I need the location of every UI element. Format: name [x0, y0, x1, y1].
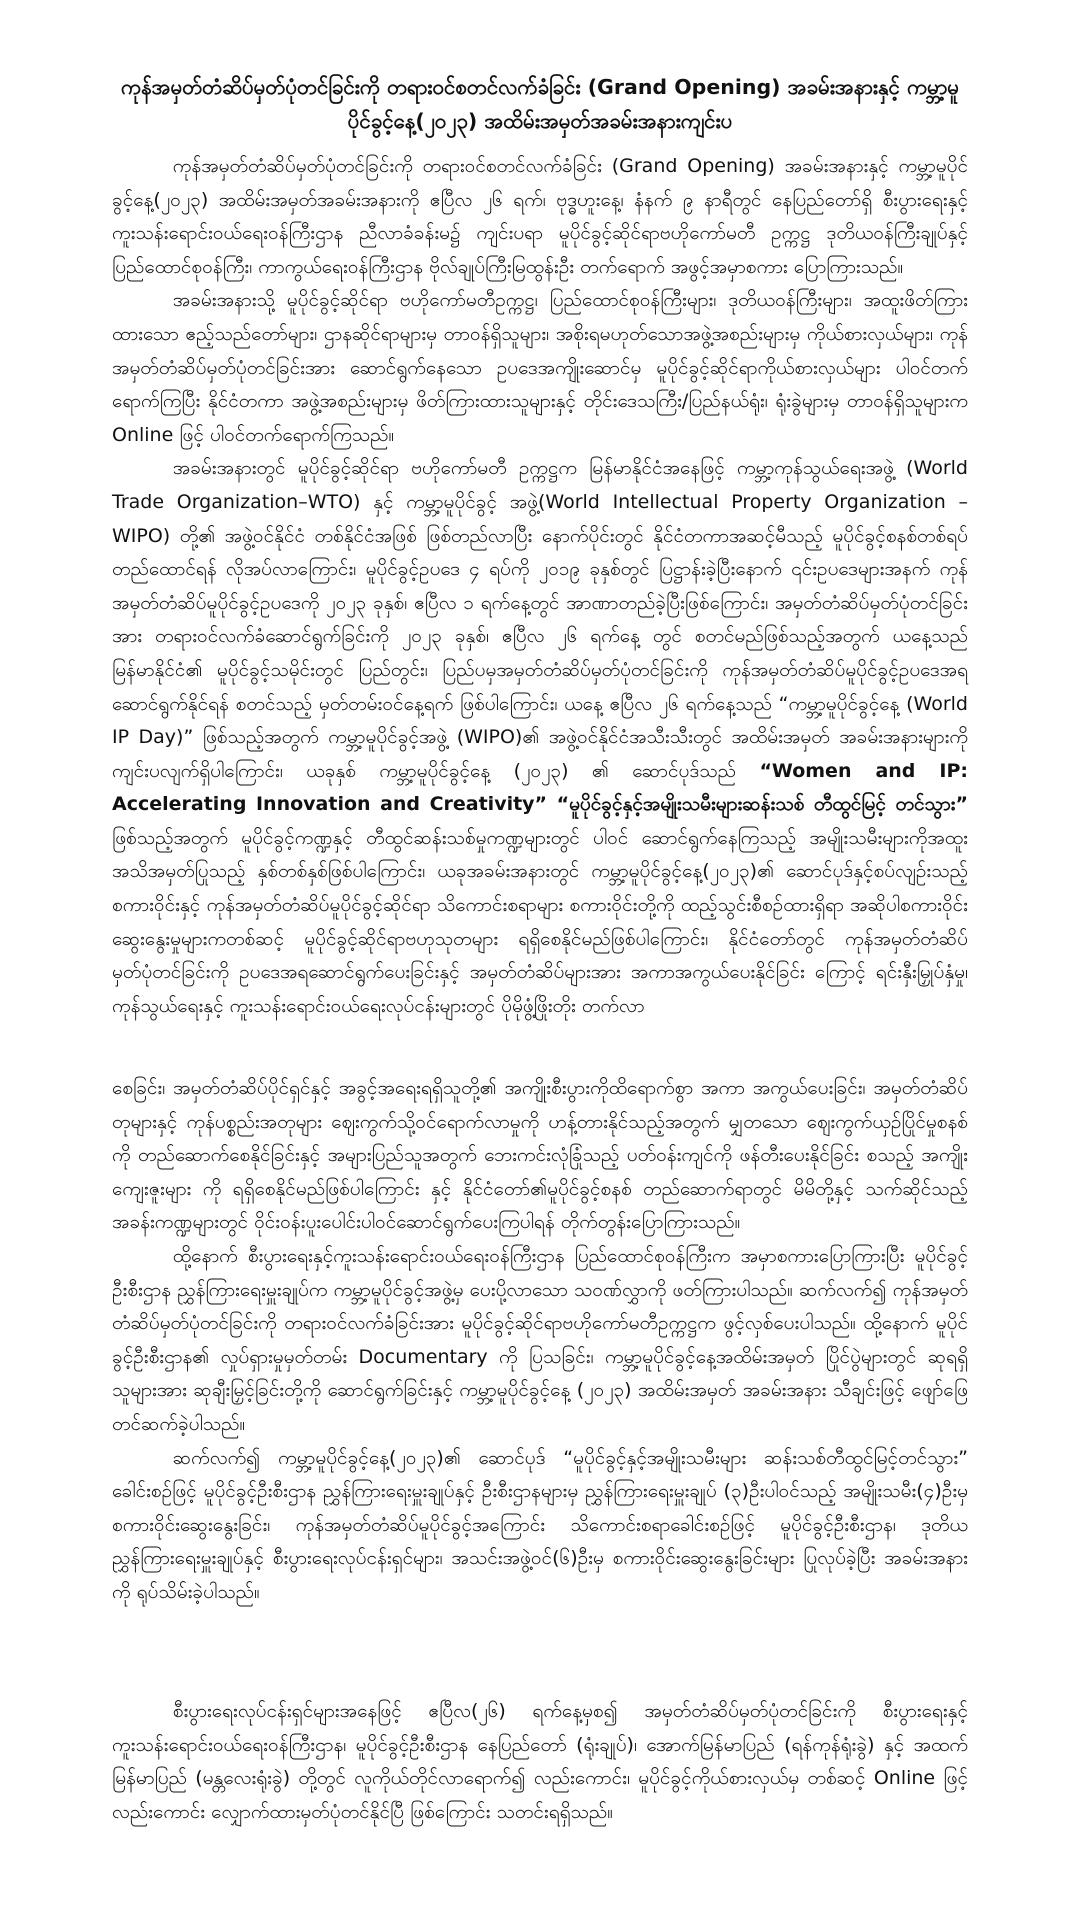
speech-part-2: ဖြစ်သည့်အတွက် မူပိုင်ခွင့်ကဏ္ဍနှင့် တီထွင်ဆန်းသစ်မှုကဏ္ဍများတွင် ပါဝင် ဆောင်ရွက်နေကြသည့် အမျိုးသမီးများကိုအထူးအသိအမှတ်ပြုသည့် နှစ်တစ်နှစ်ဖြစ်ပါကြောင်း၊ ယခုအခမ်းအနားတွင် ကမ္ဘာ့မူပိုင်ခွင့်နေ့(၂၀၂၃)၏ ဆောင်ပုဒ်နှင့်စပ်လျဉ်းသည့် စကားဝိုင်းနှင့် ကုန်အမှတ်တံဆိပ်မူပိုင်ခွင့်ဆိုင်ရာ သိကောင်းစရာများ စကားဝိုင်းတို့ကို ထည့်သွင်းစီစဉ်ထားရှိရာ အဆိုပါစကားဝိုင်း ဆွေးနွေးမှုများကတစ်ဆင့် မူပိုင်ခွင့်ဆိုင်ရာဗဟုသုတများ ရရှိစေနိုင်မည်ဖြစ်ပါကြောင်း၊ နိုင်ငံတော်တွင် ကုန်အမှတ်တံဆိပ်မှတ်ပုံတင်ခြင်းကို ဥပဒေအရဆောင်ရွက်ပေးခြင်းနှင့် အမှတ်တံဆိပ်များအား အကာအကွယ်ပေးနိုင်ခြင်း ကြောင့် ရင်းနှီးမြှုပ်နှံမှု၊ ကုန်သွယ်ရေးနှင့် ကူးသန်းရောင်းဝယ်ရေးလုပ်ငန်းများတွင် ပိုမိုဖွံ့ဖြိုးတိုး တက်လာ	[112, 826, 968, 1017]
slogan-text: “Women and IP: Accelerating Innovation and Creativity” “မူပိုင်ခွင့်နှင့်အမျိုးသမီးများဆန်းသစ် တီထွင်မြင့် တင်သွား”	[112, 759, 968, 816]
paragraph-registration-info: စီးပွားရေးလုပ်ငန်းရှင်များအနေဖြင့် ဧပြီလ(၂၆) ရက်နေ့မှစ၍ အမှတ်တံဆိပ်မှတ်ပုံတင်ခြင်းကို စီးပွားရေးနှင့်ကူးသန်းရောင်းဝယ်ရေးဝန်ကြီးဌာန၊ မူပိုင်ခွင့်ဦးစီးဌာန နေပြည်တော် (ရုံးချုပ်)၊ အောက်မြန်မာပြည် (ရန်ကုန်ရုံးခွဲ) နှင့် အထက်မြန်မာပြည် (မန္တလေးရုံးခွဲ) တို့တွင် လူကိုယ်တိုင်လာရောက်၍ လည်းကောင်း၊ မူပိုင်ခွင့်ကိုယ်စားလှယ်မှ တစ်ဆင့် Online ဖြင့်လည်းကောင်း လျှောက်ထားမှတ်ပုံတင်နိုင်ပြီ ဖြစ်ကြောင်း သတင်းရရှိသည်။	[112, 1700, 968, 1823]
paragraph-opening: ကုန်အမှတ်တံဆိပ်မှတ်ပုံတင်ခြင်းကို တရားဝင်စတင်လက်ခံခြင်း (Grand Opening) အခမ်းအနားနှင့် ကမ္ဘာ့မူပိုင်ခွင့်နေ့(၂၀၂၃) အထိမ်းအမှတ်အခမ်းအနားကို ဧပြီလ ၂၆ ရက်၊ ဗုဒ္ဓဟူးနေ့၊ နံနက် ၉ နာရီတွင် နေပြည်တော်ရှိ စီးပွားရေးနှင့်ကူးသန်းရောင်းဝယ်ရေးဝန်ကြီးဌာန ညီလာခံခန်းမ၌ ကျင်းပရာ မူပိုင်ခွင့်ဆိုင်ရာဗဟိုကော်မတီ ဥက္ကဋ္ဌ ဒုတိယဝန်ကြီးချုပ်နှင့် ပြည်ထောင်စုဝန်ကြီး၊ ကာကွယ်ရေးဝန်ကြီးဌာန ဗိုလ်ချုပ်ကြီးမြထွန်းဦး တက်ရောက် အဖွင့်အမှာစကား ပြောကြားသည်။	[112, 155, 968, 278]
paragraph-panel-discussions: ဆက်လက်၍ ကမ္ဘာ့မူပိုင်ခွင့်နေ့(၂၀၂၃)၏ ဆောင်ပုဒ် “မူပိုင်ခွင့်နှင့်အမျိုးသမီးများ ဆန်းသစ်တီထွင်မြင့်တင်သွား” ခေါင်းစဉ်ဖြင့် မူပိုင်ခွင့်ဦးစီးဌာန ညွှန်ကြားရေးမှူးချုပ်နှင့် ဦးစီးဌာနများမှ ညွှန်ကြားရေးမှူးချုပ် (၃)ဦးပါဝင်သည့် အမျိုးသမီး(၄)ဦးမှ စကားဝိုင်းဆွေးနွေးခြင်း၊ ကုန်အမှတ်တံဆိပ်မူပိုင်ခွင့်အကြောင်း သိကောင်းစရာခေါင်းစဉ်ဖြင့် မူပိုင်ခွင့်ဦးစီးဌာန၊ ဒုတိယညွှန်ကြားရေးမှူးချုပ်နှင့် စီးပွားရေးလုပ်ငန်းရှင်များ၊ အသင်းအဖွဲ့ဝင်(၆)ဦးမှ စကားဝိုင်းဆွေးနွေးခြင်းများ ပြုလုပ်ခဲ့ပြီး အခမ်းအနားကို ရုပ်သိမ်းခဲ့ပါသည်။	[112, 1446, 968, 1603]
paragraph-attendees: အခမ်းအနားသို့ မူပိုင်ခွင့်ဆိုင်ရာ ဗဟိုကော်မတီဥက္ကဋ္ဌ၊ ပြည်ထောင်စုဝန်ကြီးများ၊ ဒုတိယဝန်ကြီးများ၊ အထူးဖိတ်ကြားထားသော ဧည့်သည်တော်များ၊ ဌာနဆိုင်ရာများမှ တာဝန်ရှိသူများ၊ အစိုးရမဟုတ်သောအဖွဲ့အစည်းများမှ ကိုယ်စားလှယ်များ၊ ကုန်အမှတ်တံဆိပ်မှတ်ပုံတင်ခြင်းအား ဆောင်ရွက်နေသော ဥပဒေအကျိုးဆောင်မှ မူပိုင်ခွင့်ဆိုင်ရာကိုယ်စားလှယ်များ ပါဝင်တက်ရောက်ကြပြီး နိုင်ငံတကာ အဖွဲ့အစည်းများမှ ဖိတ်ကြားထားသူများနှင့် တိုင်းဒေသကြီး/ပြည်နယ်ရုံး၊ ရုံးခွဲများမှ တာဝန်ရှိသူများက Online ဖြင့် ပါဝင်တက်ရောက်ကြသည်။	[112, 289, 968, 446]
body-block-top	[112, 150, 968, 1023]
document-title: ကုန်အမှတ်တံဆိပ်မှတ်ပုံတင်ခြင်းကို တရားဝင်စတင်လက်ခံခြင်း (Grand Opening) အခမ်းအနားနှင့် ကမ္ဘာ့မူပိုင်ခွင့်နေ့(၂၀၂၃) အထိမ်းအမှတ်အခမ်းအနားကျင်းပ	[121, 75, 959, 133]
body-block-middle	[112, 1072, 968, 1610]
paragraph-speech-continued: စေခြင်း၊ အမှတ်တံဆိပ်ပိုင်ရှင်နှင့် အခွင့်အရေးရရှိသူတို့၏ အကျိုးစီးပွားကိုထိရောက်စွာ အကာ အကွယ်ပေးခြင်း၊ အမှတ်တံဆိပ်တုများနှင့် ကုန်ပစ္စည်းအတုများ ဈေးကွက်သို့ဝင်ရောက်လာမှုကို ဟန့်တားနိုင်သည့်အတွက် မျှတသော ဈေးကွက်ယှဉ်ပြိုင်မှုစနစ်ကို တည်ဆောက်စေနိုင်ခြင်းနှင့် အများပြည်သူအတွက် ဘေးကင်းလုံခြုံသည့် ပတ်ဝန်းကျင်ကို ဖန်တီးပေးနိုင်ခြင်း စသည့် အကျိုး ကျေးဇူးများ ကို ရရှိစေနိုင်မည်ဖြစ်ပါကြောင်း နှင့် နိုင်ငံတော်၏မူပိုင်ခွင့်စနစ် တည်ဆောက်ရာတွင် မိမိတို့နှင့် သက်ဆိုင်သည့် အခန်းကဏ္ဍများတွင် ဝိုင်းဝန်းပူးပေါင်းပါဝင်ဆောင်ရွက်ပေးကြပါရန် တိုက်တွန်းပြောကြားသည်။	[112, 1077, 968, 1234]
body-block-bottom	[112, 1695, 968, 1829]
paragraph-ceremony: ထို့နောက် စီးပွားရေးနှင့်ကူးသန်းရောင်းဝယ်ရေးဝန်ကြီးဌာန ပြည်ထောင်စုဝန်ကြီးက အမှာစကားပြောကြားပြီး မူပိုင်ခွင့်ဦးစီးဌာန ညွှန်ကြားရေးမှူးချုပ်က ကမ္ဘာ့မူပိုင်ခွင့်အဖွဲ့မှ ပေးပို့လာသော သဝဏ်လွှာကို ဖတ်ကြားပါသည်။ ဆက်လက်၍ ကုန်အမှတ်တံဆိပ်မှတ်ပုံတင်ခြင်းကို တရားဝင်လက်ခံခြင်းအား မူပိုင်ခွင့်ဆိုင်ရာဗဟိုကော်မတီဥက္ကဋ္ဌက ဖွင့်လှစ်ပေးပါသည်။ ထို့နောက် မူပိုင်ခွင့်ဦးစီးဌာန၏ လှုပ်ရှားမှုမှတ်တမ်း Documentary ကို ပြသခြင်း၊ ကမ္ဘာ့မူပိုင်ခွင့်နေ့အထိမ်းအမှတ် ပြိုင်ပွဲများတွင် ဆုရရှိသူများအား ဆုချီးမြှင့်ခြင်းတို့ကို ဆောင်ရွက်ခြင်းနှင့် ကမ္ဘာ့မူပိုင်ခွင့်နေ့ (၂၀၂၃) အထိမ်းအမှတ် အခမ်းအနား သီချင်းဖြင့် ဖျော်ဖြေတင်ဆက်ခဲ့ပါသည်။	[112, 1244, 968, 1435]
paragraph-speech	[112, 452, 968, 1023]
speech-part-1: အခမ်းအနားတွင် မူပိုင်ခွင့်ဆိုင်ရာ ဗဟိုကော်မတီ ဥက္ကဋ္ဌက မြန်မာနိုင်ငံအနေဖြင့် ကမ္ဘာ့ကုန်သွယ်ရေးအဖွဲ့ (World Trade Organization–WTO) နှင့် ကမ္ဘာ့မူပိုင်ခွင့် အဖွဲ့(World Intellectual Property Organization –WIPO) တို့၏ အဖွဲ့ဝင်နိုင်ငံ တစ်နိုင်ငံအဖြစ် ဖြစ်တည်လာပြီး နောက်ပိုင်းတွင် နိုင်ငံတကာအဆင့်မီသည့် မူပိုင်ခွင့်စနစ်တစ်ရပ် တည်ထောင်ရန် လိုအပ်လာကြောင်း၊ မူပိုင်ခွင့်ဥပဒေ ၄ ရပ်ကို ၂၀၁၉ ခုနှစ်တွင် ပြဋ္ဌာန်းခဲ့ပြီးနောက် ၎င်းဥပဒေများအနက် ကုန်အမှတ်တံဆိပ်မူပိုင်ခွင့်ဥပဒေကို ၂၀၂၃ ခုနှစ်၊ ဧပြီလ ၁ ရက်နေ့တွင် အာဏာတည်ခဲ့ပြီးဖြစ်ကြောင်း၊ အမှတ်တံဆိပ်မှတ်ပုံတင်ခြင်းအား တရားဝင်လက်ခံဆောင်ရွက်ခြင်းကို ၂၀၂၃ ခုနှစ်၊ ဧပြီလ ၂၆ ရက်နေ့ တွင် စတင်မည်ဖြစ်သည့်အတွက် ယနေ့သည် မြန်မာနိုင်ငံ၏ မူပိုင်ခွင့်သမိုင်းတွင် ပြည်တွင်း၊ ပြည်ပမှအမှတ်တံဆိပ်မှတ်ပုံတင်ခြင်းကို ကုန်အမှတ်တံဆိပ်မူပိုင်ခွင့်ဥပဒေအရ ဆောင်ရွက်နိုင်ရန် စတင်သည့် မှတ်တမ်းဝင်နေ့ရက် ဖြစ်ပါကြောင်း၊ ယနေ့ ဧပြီလ ၂၆ ရက်နေ့သည် “ကမ္ဘာ့မူပိုင်ခွင့်နေ့ (World IP Day)” ဖြစ်သည့်အတွက် ကမ္ဘာ့မူပိုင်ခွင့်အဖွဲ့ (WIPO)၏ အဖွဲ့ဝင်နိုင်ငံအသီးသီးတွင် အထိမ်းအမှတ် အခမ်းအနားများကို ကျင်းပလျက်ရှိပါကြောင်း၊ ယခုနှစ် ကမ္ဘာ့မူပိုင်ခွင့်နေ့ (၂၀၂၃) ၏ ဆောင်ပုဒ်သည်	[112, 457, 968, 782]
